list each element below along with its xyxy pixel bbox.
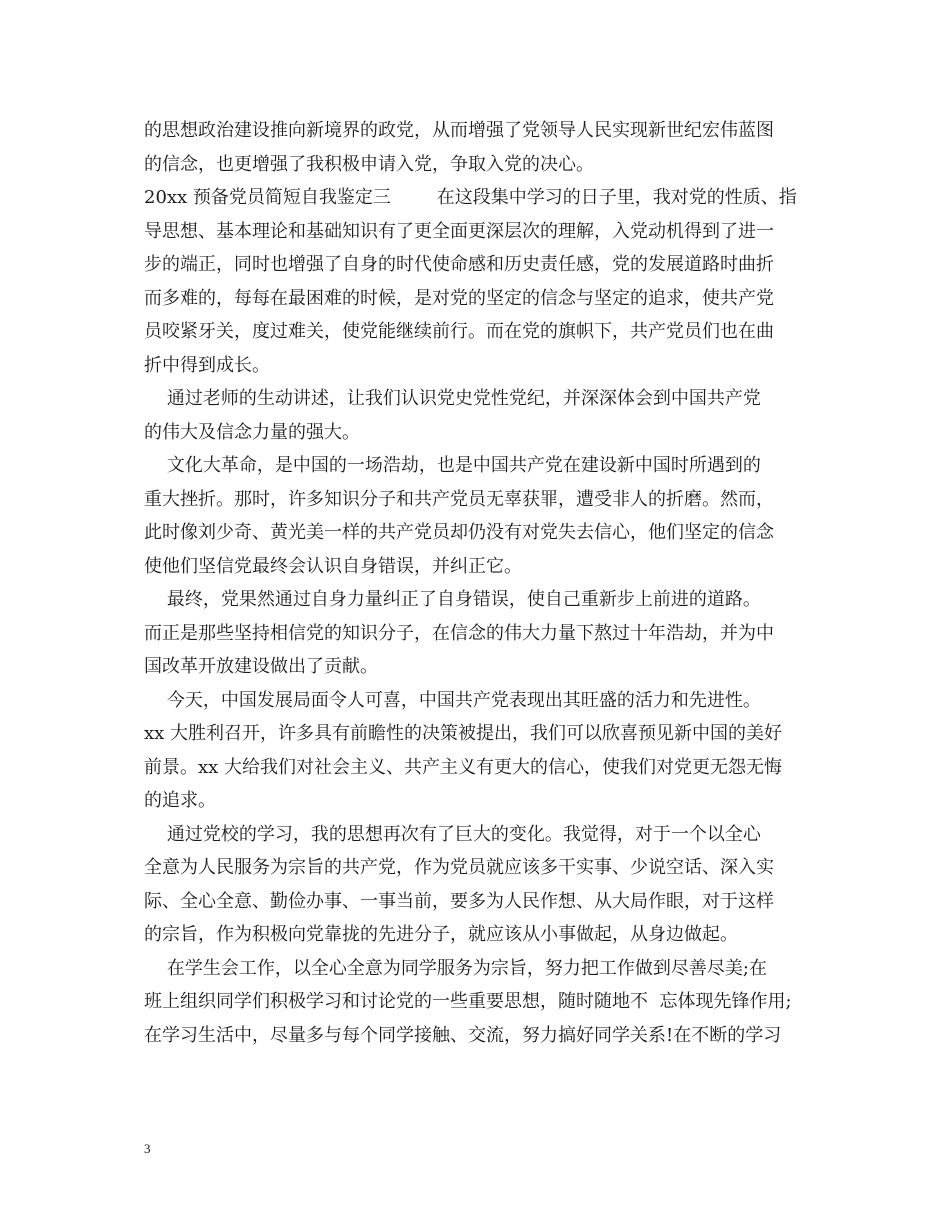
text-line: 的信念，也更增强了我积极申请入党，争取入党的决心。 — [144, 153, 594, 175]
text-line: 折中得到成长。 — [144, 354, 270, 376]
text-line: 际、全心全意、勤俭办事、一事当前，要多为人民作想、从大局作眼，对于这样 — [144, 890, 774, 912]
text-line: 文化大革命，是中国的一场浩劫，也是中国共产党在建设新中国时所遇到的 — [144, 455, 761, 476]
text-line: 的伟大及信念力量的强大。 — [144, 421, 360, 443]
text-line: 的思想政治建设推向新境界的政党，从而增强了党领导人民实现新世纪宏伟蓝图 — [144, 120, 774, 141]
text-line: 使他们坚信党最终会认识自身错误，并纠正它。 — [144, 555, 522, 577]
page-number: 3 — [144, 1141, 151, 1156]
text-line: 通过党校的学习，我的思想再次有了巨大的变化。我觉得，对于一个以全心 — [144, 823, 761, 845]
text-line: 的宗旨，作为积极向党靠拢的先进分子，就应该从小事做起，从身边做起。 — [144, 924, 738, 945]
body-text — [144, 114, 812, 1052]
text-line: 班上组织同学们积极学习和讨论党的一些重要思想，随时随地不 忘体现先锋作用; — [144, 991, 792, 1012]
text-line: 20xx 预备党员简短自我鉴定三 在这段集中学习的日子里，我对党的性质、指 — [144, 187, 797, 208]
text-line: 而多难的，每每在最困难的时候，是对党的坚定的信念与坚定的追求，使共产党 — [144, 287, 774, 309]
text-line: 全意为人民服务为宗旨的共产党，作为党员就应该多干实事、少说空话、深入实 — [144, 857, 774, 878]
text-line: 此时像刘少奇、黄光美一样的共产党员却仍没有对党失去信心，他们坚定的信念 — [144, 522, 774, 543]
text-line: 国改革开放建设做出了贡献。 — [144, 656, 378, 677]
text-line: 的追求。 — [144, 790, 216, 811]
text-line: 最终，党果然通过自身力量纠正了自身错误，使自己重新步上前进的道路。 — [144, 589, 761, 610]
text-line: 今天，中国发展局面令人可喜，中国共产党表现出其旺盛的活力和先进性。 — [144, 689, 761, 711]
text-line: 步的端正，同时也增强了自身的时代使命感和历史责任感，党的发展道路时曲折 — [144, 254, 774, 275]
text-line: 员咬紧牙关，度过难关，使党能继续前行。而在党的旗帜下，共产党员们也在曲 — [144, 321, 774, 342]
text-line: 通过老师的生动讲述，让我们认识党史党性党纪，并深深体会到中国共产党 — [144, 388, 761, 409]
text-line: 导思想、基本理论和基础知识有了更全面更深层次的理解，入党动机得到了进一 — [144, 220, 774, 242]
text-line: 在学习生活中，尽量多与每个同学接触、交流，努力搞好同学关系!在不断的学习 — [144, 1024, 782, 1046]
text-line: 重大挫折。那时，许多知识分子和共产党员无辜获罪，遭受非人的折磨。然而， — [144, 488, 774, 510]
text-line: xx 大胜利召开，许多具有前瞻性的决策被提出，我们可以欣喜预见新中国的美好 — [144, 723, 783, 744]
text-line: 而正是那些坚持相信党的知识分子，在信念的伟大力量下熬过十年浩劫，并为中 — [144, 622, 774, 644]
text-line: 在学生会工作，以全心全意为同学服务为宗旨，努力把工作做到尽善尽美;在 — [144, 957, 767, 979]
text-line: 前景。xx 大给我们对社会主义、共产主义有更大的信心，使我们对党更无怨无悔 — [144, 756, 783, 778]
